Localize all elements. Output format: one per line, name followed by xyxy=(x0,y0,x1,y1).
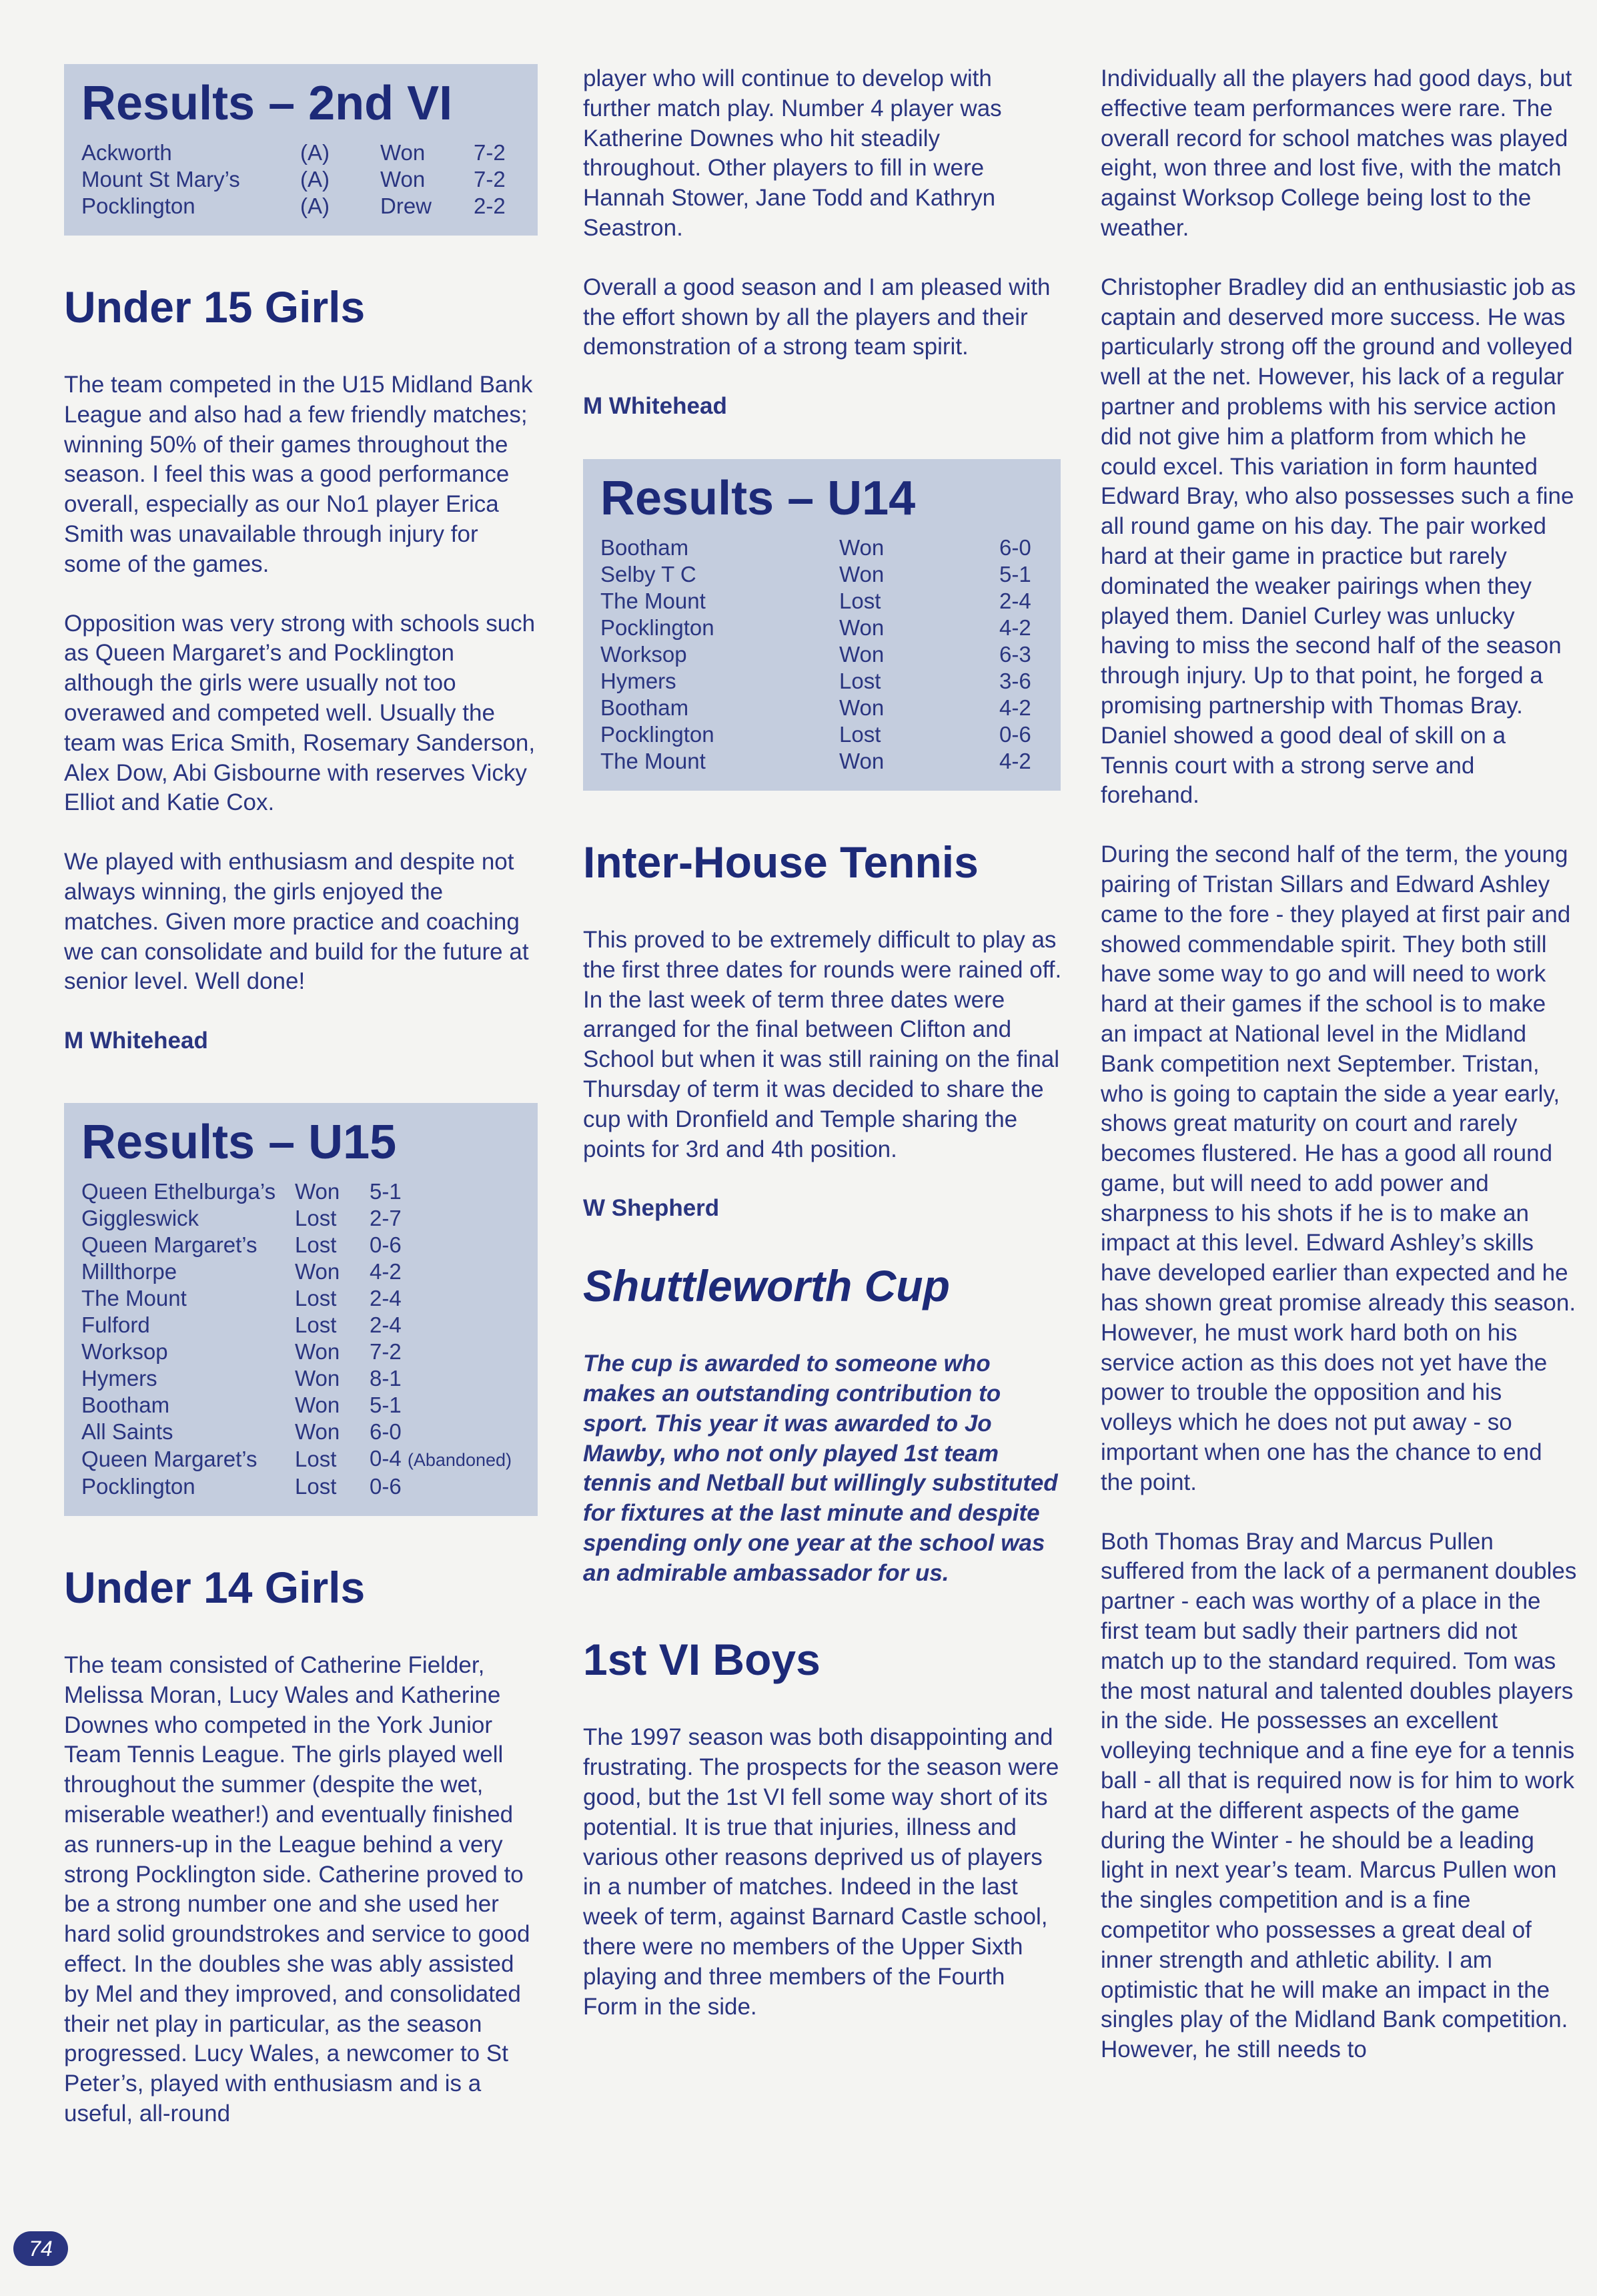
score-cell: 4-2 xyxy=(999,615,1031,641)
score-cell: 4-2 xyxy=(370,1259,402,1284)
column-left xyxy=(64,64,538,2129)
results-2nd-vi-title: Results – 2nd VI xyxy=(81,77,453,130)
result-cell: Lost xyxy=(295,1232,337,1258)
score-cell: 0-6 xyxy=(999,722,1031,747)
table-row xyxy=(81,1419,512,1445)
team-cell: Pocklington xyxy=(600,722,714,747)
team-cell: The Mount xyxy=(600,749,706,774)
team-cell: All Saints xyxy=(81,1419,173,1445)
team-cell: Worksop xyxy=(81,1339,168,1365)
score-cell: 2-7 xyxy=(370,1206,402,1231)
score-cell: 6-3 xyxy=(999,642,1031,667)
team-cell: Pocklington xyxy=(81,194,195,219)
score-cell: 4-2 xyxy=(999,749,1031,774)
result-cell: Won xyxy=(295,1419,340,1445)
result-cell: Lost xyxy=(839,669,881,694)
table-row xyxy=(600,588,1031,615)
score-cell: 5-1 xyxy=(370,1393,402,1418)
result-cell: Won xyxy=(295,1366,340,1391)
result-cell: Won xyxy=(295,1339,340,1365)
table-row xyxy=(600,695,1031,721)
table-row xyxy=(81,1365,512,1392)
inter-house-signature: W Shepherd xyxy=(583,1195,720,1222)
table-row xyxy=(600,721,1031,748)
team-cell: Fulford xyxy=(81,1312,150,1338)
score-cell: 2-2 xyxy=(474,194,506,219)
team-cell: Pocklington xyxy=(600,615,714,641)
u14-signature: M Whitehead xyxy=(583,393,727,420)
boys-paragraph-4: During the second half of the term, the young pairing of Tristan Sillars and Edward Ashley came to the fore - they played at first pair and showed commendable spirit. They both still have some way to go and will need to work hard at their games if the school is to make an impact at National level in the Midland Bank competition next September. Tristan, who is going to captain the side a year early, shows great maturity on court and rarely becomes flustered. He has a good all round game, but will need to add power and sharpness to his shots if he is to make an impact at this level. Edward Ashley’s skills have developed earlier than expected and he has shown great promise already this season. However, he must work hard both on his service action as this does not yet have the power to trouble the opposition and his volleys which he does not put away - so important when one has the chance to end the point. xyxy=(1101,841,1576,1495)
result-cell: Won xyxy=(295,1179,340,1204)
table-row xyxy=(81,1338,512,1365)
shuttleworth-cup-heading: Shuttleworth Cup xyxy=(583,1261,950,1311)
table-row xyxy=(81,1178,512,1205)
team-cell: The Mount xyxy=(81,1286,187,1311)
table-row xyxy=(81,1232,512,1258)
table-row xyxy=(600,561,1031,588)
score-cell: 7-2 xyxy=(370,1339,402,1365)
team-cell: Giggleswick xyxy=(81,1206,199,1231)
score-cell: 4-2 xyxy=(999,695,1031,721)
result-cell: Won xyxy=(839,615,885,641)
team-cell: Hymers xyxy=(600,669,676,694)
boys-paragraph-5: Both Thomas Bray and Marcus Pullen suffered from the lack of a permanent doubles partner - each was worthy of a place in the first team but sadly their partners did not match up to the standard required. Tom was the most natural and talented doubles players in the side. He possesses an excellent volleying technique and a fine eye for a tennis ball - all that is required now is for him to work hard at the different aspects of the game during the Winter - he should be a leading light in next year’s team. Marcus Pullen won the singles competition and is a fine competitor who possesses a great deal of inner strength and athletic ability. I am optimistic that he will make an impact in the singles play of the Midland Bank competition. However, he still needs to xyxy=(1101,1528,1577,2063)
score-cell: 2-4 xyxy=(999,589,1031,614)
inter-house-tennis-heading: Inter-House Tennis xyxy=(583,837,979,887)
first-vi-boys-heading: 1st VI Boys xyxy=(583,1635,821,1685)
table-row xyxy=(600,748,1031,775)
venue-cell: (A) xyxy=(300,194,330,219)
u15-paragraph-2: Opposition was very strong with schools such as Queen Margaret’s and Pocklington although the girls were usually not too overawed and competed well. Usually the team was Erica Smith, Rosemary Sanderson, Alex Dow, Abi Gisbourne with reserves Vicky Elliot and Katie Cox. xyxy=(64,610,536,816)
results-u15-box xyxy=(64,1103,538,1516)
table-row xyxy=(600,641,1031,668)
score-cell: 0-6 xyxy=(370,1232,402,1258)
under-15-girls-heading: Under 15 Girls xyxy=(64,282,366,332)
result-cell: Lost xyxy=(295,1286,337,1311)
result-cell: Won xyxy=(295,1259,340,1284)
table-row xyxy=(81,1473,512,1500)
team-cell: Hymers xyxy=(81,1366,157,1391)
table-row xyxy=(81,166,506,193)
table-row xyxy=(81,1445,512,1473)
results-u15-table xyxy=(81,1178,512,1500)
score-cell: 2-4 xyxy=(370,1286,402,1311)
score-cell: 5-1 xyxy=(370,1179,402,1204)
table-row xyxy=(81,1258,512,1285)
result-cell: Won xyxy=(839,535,885,560)
u15-paragraph-3: We played with enthusiasm and despite not always winning, the girls enjoyed the matches. Given more practice and coaching we can consolidate and build for the future at senior level. Well done! xyxy=(64,849,529,995)
venue-cell: (A) xyxy=(300,140,330,165)
team-cell: Queen Margaret’s xyxy=(81,1232,257,1258)
result-cell: Won xyxy=(839,562,885,587)
score-cell: 7-2 xyxy=(474,140,506,165)
column-middle xyxy=(583,64,1063,2022)
abandoned-note: (Abandoned) xyxy=(407,1450,512,1471)
score-cell: 0-6 xyxy=(370,1474,402,1499)
results-2nd-vi-table xyxy=(81,139,506,220)
inter-house-paragraph: This proved to be extremely difficult to play as the first three dates for rounds were rained off. In the last week of term three dates were arranged for the final between Clifton and School but when it was still raining on the final Thursday of term it was decided to share the cup with Dronfield and Temple sharing the points for 3rd and 4th position. xyxy=(583,927,1062,1162)
result-cell: Won xyxy=(839,749,885,774)
results-u14-title: Results – U14 xyxy=(600,471,916,525)
table-row xyxy=(81,193,506,220)
result-cell: Drew xyxy=(380,194,432,219)
u15-signature: M Whitehead xyxy=(64,1028,208,1054)
result-cell: Won xyxy=(380,167,426,192)
column-right xyxy=(1101,64,1577,2065)
score-cell xyxy=(370,1445,512,1473)
results-2nd-vi-box xyxy=(64,64,538,236)
team-cell: The Mount xyxy=(600,589,706,614)
table-row xyxy=(81,139,506,166)
table-row xyxy=(81,1312,512,1338)
under-14-girls-heading: Under 14 Girls xyxy=(64,1563,366,1613)
u15-paragraph-1: The team competed in the U15 Midland Bank League and also had a few friendly matches; winning 50% of their games throughout the season. I feel this was a good performance overall, especially as our No1 player Erica Smith was unavailable through injury for some of the games. xyxy=(64,372,533,577)
result-cell: Lost xyxy=(295,1474,337,1499)
result-cell: Lost xyxy=(295,1312,337,1338)
score-cell: 3-6 xyxy=(999,669,1031,694)
result-cell: Won xyxy=(295,1393,340,1418)
team-cell: Bootham xyxy=(600,535,689,560)
team-cell: Mount St Mary’s xyxy=(81,167,240,192)
boys-paragraph-3: Christopher Bradley did an enthusiastic job as captain and deserved more success. He was particularly strong off the ground and volleyed well at the net. However, his lack of a regular partner and problems with his service action did not give him a platform from which he could excel. This variation in form haunted Edward Bray, who also possesses such a fine all round game on his day. The pair worked hard at their game in practice but rarely dominated the weaker pairings when they played them. Daniel Curley was unlucky having to miss the second half of the season through injury. Up to that point, he forged a promising partnership with Thomas Bray. Daniel showed a good deal of skill on a Tennis court with a strong serve and forehand. xyxy=(1101,274,1576,809)
u14-overall-paragraph: Overall a good season and I am pleased with the effort shown by all the players and their demonstration of a strong team spirit. xyxy=(583,274,1051,360)
team-cell: Queen Ethelburga’s xyxy=(81,1179,276,1204)
score-cell: 8-1 xyxy=(370,1366,402,1391)
result-cell: Lost xyxy=(295,1206,337,1231)
team-cell: Millthorpe xyxy=(81,1259,177,1284)
result-cell: Won xyxy=(839,695,885,721)
team-cell: Pocklington xyxy=(81,1474,195,1499)
team-cell: Bootham xyxy=(600,695,689,721)
results-u15-title: Results – U15 xyxy=(81,1116,397,1170)
result-cell: Won xyxy=(380,140,426,165)
team-cell: Queen Margaret’s xyxy=(81,1447,257,1472)
score-cell: 6-0 xyxy=(370,1419,402,1445)
u14-continued-paragraph: player who will continue to develop with further match play. Number 4 player was Katherine Downes who hit steadily throughout. Other players to fill in were Hannah Stower, Jane Todd and Kathryn Seastron. xyxy=(583,65,1002,241)
venue-cell: (A) xyxy=(300,167,330,192)
score-cell: 6-0 xyxy=(999,535,1031,560)
results-u14-table xyxy=(600,534,1031,775)
boys-paragraph: The 1997 season was both disappointing and frustrating. The prospects for the season were good, but the 1st VI fell some way short of its potential. It is true that injuries, illness and various other reasons deprived us of players in a number of matches. Indeed in the last week of term, against Barnard Castle school, there were no members of the Upper Sixth playing and three members of the Fourth Form in the side. xyxy=(583,1724,1059,2020)
result-cell: Won xyxy=(839,642,885,667)
table-row xyxy=(81,1285,512,1312)
boys-paragraph-2: Individually all the players had good days, but effective team performances were rare. The overall record for school matches was played eight, won three and lost five, with the match against Worksop College being lost to the weather. xyxy=(1101,65,1572,241)
table-row xyxy=(600,615,1031,641)
team-cell: Bootham xyxy=(81,1393,170,1418)
score-cell: 2-4 xyxy=(370,1312,402,1338)
result-cell: Lost xyxy=(839,722,881,747)
table-row xyxy=(600,668,1031,695)
result-cell: Lost xyxy=(295,1447,337,1472)
result-cell: Lost xyxy=(839,589,881,614)
shuttleworth-paragraph: The cup is awarded to someone who makes an outstanding contribution to sport. This year it was awarded to Jo Mawby, who not only played 1st team tennis and Netball but willingly substituted for fixtures at the last minute and despite spending only one year at the school was an admirable ambassador for us. xyxy=(583,1351,1058,1586)
page-number-badge: 74 xyxy=(13,2231,68,2266)
team-cell: Worksop xyxy=(600,642,687,667)
table-row xyxy=(81,1205,512,1232)
score-value: 0-4 xyxy=(370,1446,402,1471)
u14-paragraph: The team consisted of Catherine Fielder, Melissa Moran, Lucy Wales and Katherine Downes who competed in the York Junior Team Tennis League. The girls played well throughout the summer (despite the wet, miserable weather!) and eventually finished as runners-up in the League behind a very strong Pocklington side. Catherine proved to be a strong number one and she used her hard solid groundstrokes and service to good effect. In the doubles she was ably assisted by Mel and they improved, and consolidated their net play in particular, as the season progressed. Lucy Wales, a newcomer to St Peter’s, played with enthusiasm and is a useful, all-round xyxy=(64,1652,530,2127)
results-u14-box xyxy=(583,459,1061,791)
table-row xyxy=(81,1392,512,1419)
score-cell: 5-1 xyxy=(999,562,1031,587)
table-row xyxy=(600,534,1031,561)
team-cell: Selby T C xyxy=(600,562,696,587)
team-cell: Ackworth xyxy=(81,140,172,165)
score-cell: 7-2 xyxy=(474,167,506,192)
